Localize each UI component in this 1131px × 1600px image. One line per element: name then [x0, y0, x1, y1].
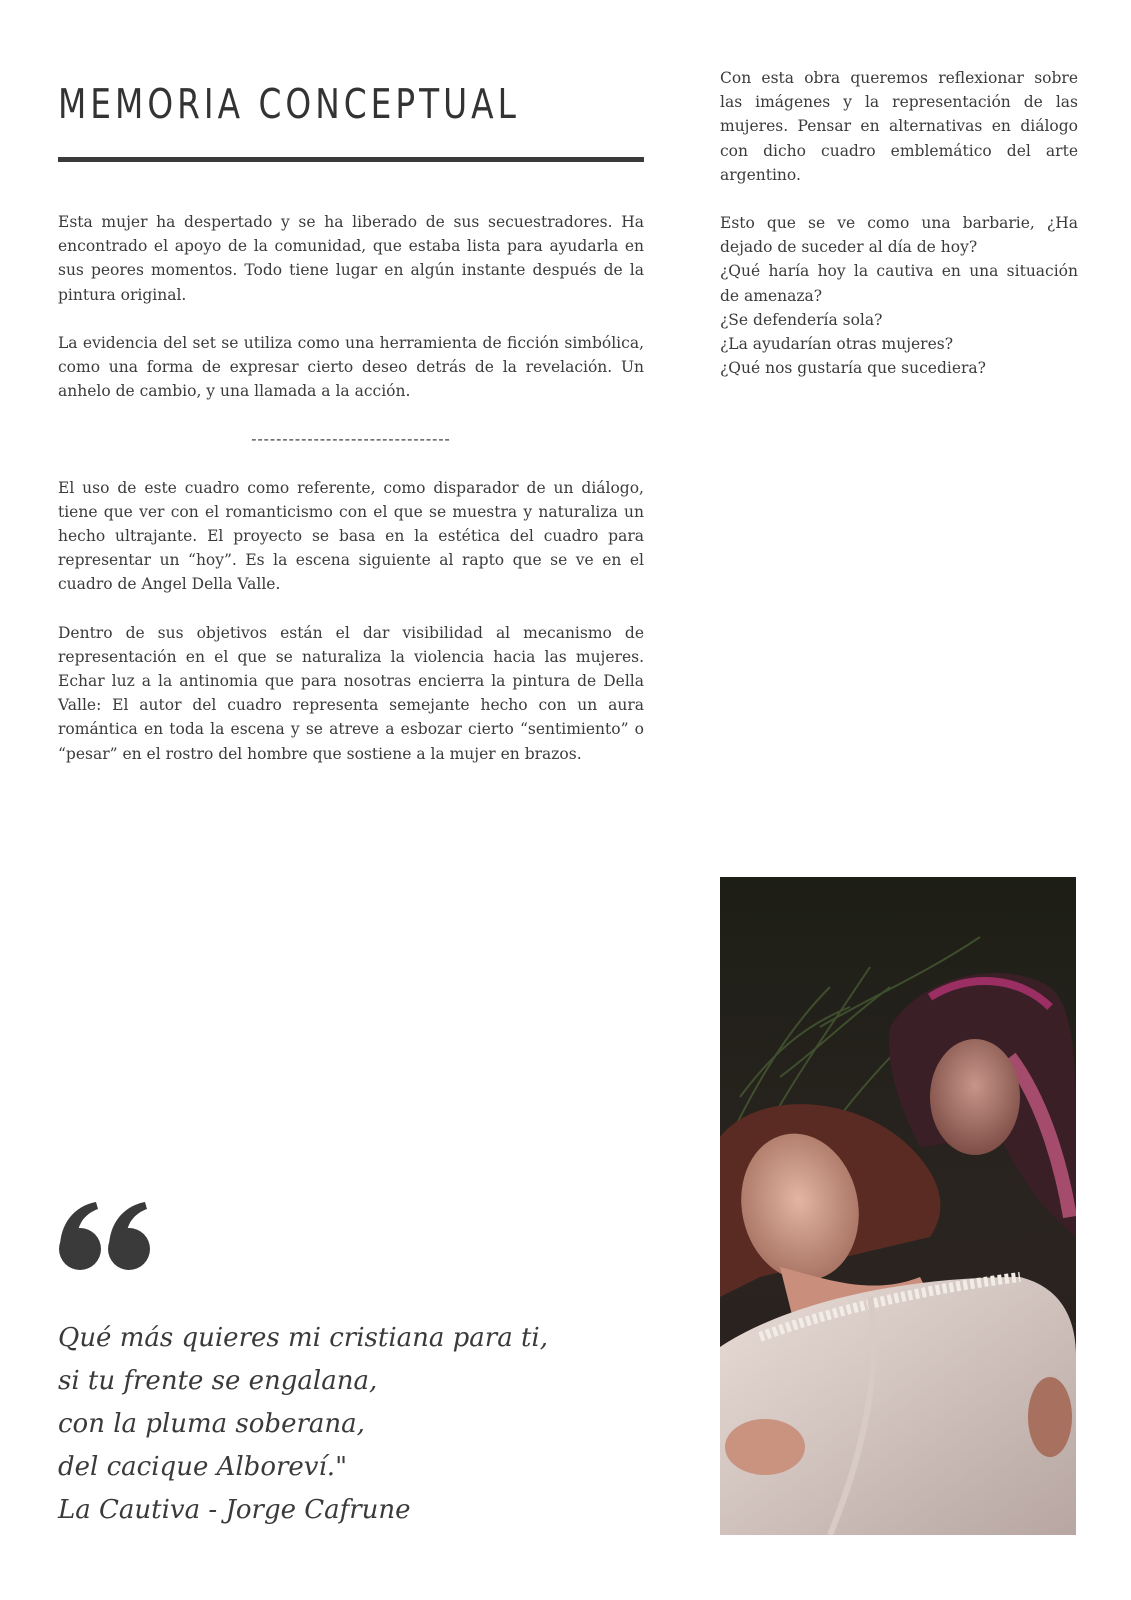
quote-line: si tu frente se engalana, [58, 1366, 378, 1396]
page-title: MEMORIA CONCEPTUAL [58, 80, 520, 128]
paragraph: El uso de este cuadro como referente, como disparador de un diálogo, tiene que ver con el romanticismo con el que se muestra y naturaliza un hecho ultrajante. El proyecto se basa en la estética del cuadro para representar un “hoy”. Es la escena siguiente al rapto que se ve en el cuadro de Angel Della Valle. [58, 478, 644, 594]
song-quote [58, 1317, 658, 1532]
quote-attribution: La Cautiva - Jorge Cafrune [58, 1495, 411, 1525]
paragraph: Esta mujer ha despertado y se ha liberado de sus secuestradores. Ha encontrado el apoyo de la comunidad, que estaba lista para ayudarla en sus peores momentos. Todo tiene lugar en algún instante después de la pintura original. [58, 213, 644, 304]
quote-line: Qué más quieres mi cristiana para ti, [58, 1323, 549, 1353]
quote-line: del cacique Alboreví." [58, 1452, 348, 1482]
question-line: ¿Qué nos gustaría que sucediera? [720, 359, 986, 378]
title-underline [58, 157, 644, 162]
question-line: ¿La ayudarían otras mujeres? [720, 335, 954, 354]
question-line: ¿Se defendería sola? [720, 310, 883, 329]
paragraph: Dentro de sus objetivos están el dar visibilidad al mecanismo de representación en el que se naturaliza la violencia hacia las mujeres. Echar luz a la antinomia que para nosotras encierra la pintura de Della Valle: El autor del cuadro representa semejante hecho con un aura romántica en toda la escena y se atreve a esbozar cierto “sentimiento” o “pesar” en el rostro del hombre que sostiene a la mujer en brazos. [58, 623, 644, 763]
right-column [720, 66, 1078, 380]
photo [720, 877, 1076, 1535]
intro-paragraph: Con esta obra queremos reflexionar sobre las imágenes y la representación de las mujeres. Pensar en alternativas en diálogo con dicho cuadro emblemático del arte argentino. [720, 69, 1078, 184]
quote-mark-icon [58, 1200, 152, 1272]
section-divider: -------------------------------- [251, 430, 451, 449]
quote-line: con la pluma soberana, [58, 1409, 365, 1439]
paragraph: La evidencia del set se utiliza como una herramienta de ficción simbólica, como una forma de expresar cierto deseo detrás de la revelación. Un anhelo de cambio, y una llamada a la acción. [58, 333, 644, 401]
question-line: Esto que se ve como una barbarie, ¿Ha dejado de suceder al día de hoy? [720, 214, 1078, 257]
left-column [58, 210, 644, 790]
question-line: ¿Qué haría hoy la cautiva en una situación de amenaza? [720, 262, 1078, 305]
